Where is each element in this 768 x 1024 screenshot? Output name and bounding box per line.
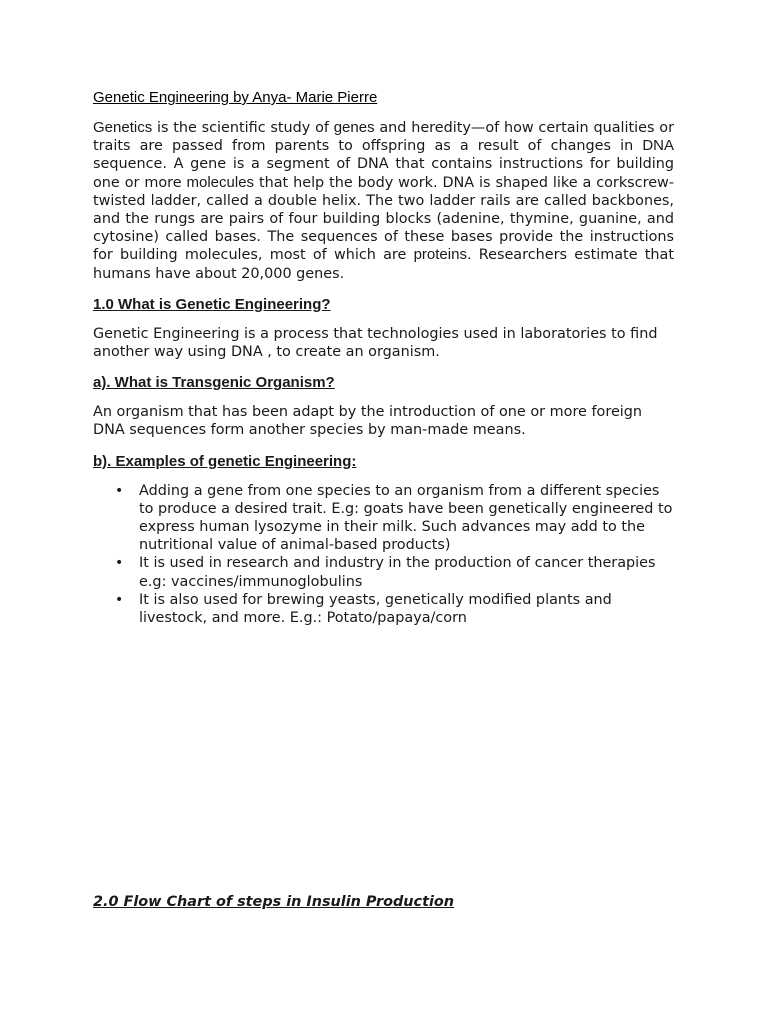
section-2-heading: 2.0 Flow Chart of steps in Insulin Production (93, 894, 455, 911)
section-a-text: An organism that has been adapt by the introduction of one or more foreign DNA sequences form another species by man-made means. (93, 404, 643, 439)
intro-text-4: that help the body work. DNA is shaped like a corkscrew-twisted ladder, called a double helix. The two ladder rails are called backbones, and the rungs are pairs of four building blocks (adenine, thymine, guanine, and cytosine) called bases. The sequences of these bases provide the instructions for building molecules, most of which are (93, 174, 675, 264)
intro-text-2: and heredity—of how certain qualities or traits are passed from parents to offspring as a result of changes in (93, 120, 674, 155)
intro-text-5: . Researchers estimate that humans have about 20,000 genes. (93, 247, 674, 282)
term-proteins: proteins (413, 246, 467, 264)
document-body (93, 88, 674, 627)
list-item-text: Adding a gene from one species to an organism from a different species to produce a desired trait. E.g: goats have been genetically engineered to express human lysozyme in their milk. Such advances may add to the nutritional value of animal-based products) (139, 482, 673, 554)
document-title: Genetic Engineering by Anya- Marie Pierre (93, 89, 378, 106)
examples-list (93, 482, 674, 628)
intro-text-1: is the scientific study of (152, 120, 334, 136)
term-molecules: molecules (186, 173, 255, 191)
list-item (93, 482, 674, 555)
list-item-text: It is also used for brewing yeasts, genetically modified plants and livestock, and more. E.g.: Potato/papaya/corn (139, 591, 612, 627)
term-genes: genes (333, 119, 375, 136)
section-1-heading: 1.0 What is Genetic Engineering? (93, 295, 331, 313)
term-dna: DNA (642, 137, 674, 155)
intro-paragraph (93, 119, 674, 283)
section-a-heading: a). What is Transgenic Organism? (93, 374, 335, 392)
intro-text-3: sequence. A gene is a segment of DNA that contains instructions for building one or more (93, 156, 674, 191)
term-genetics: Genetics (93, 119, 153, 136)
section-1-text: Genetic Engineering is a process that technologies used in laboratories to find another way using DNA , to create an organism. (93, 325, 658, 361)
bullet-icon: • (115, 482, 124, 499)
section-b-heading: b). Examples of genetic Engineering: (93, 452, 357, 470)
list-item (93, 591, 674, 627)
bullet-icon: • (115, 591, 124, 608)
list-item (93, 554, 674, 590)
bullet-icon: • (115, 555, 124, 572)
list-item-text: It is used in research and industry in the production of cancer therapies e.g: vaccines/immunoglobulins (139, 555, 656, 590)
